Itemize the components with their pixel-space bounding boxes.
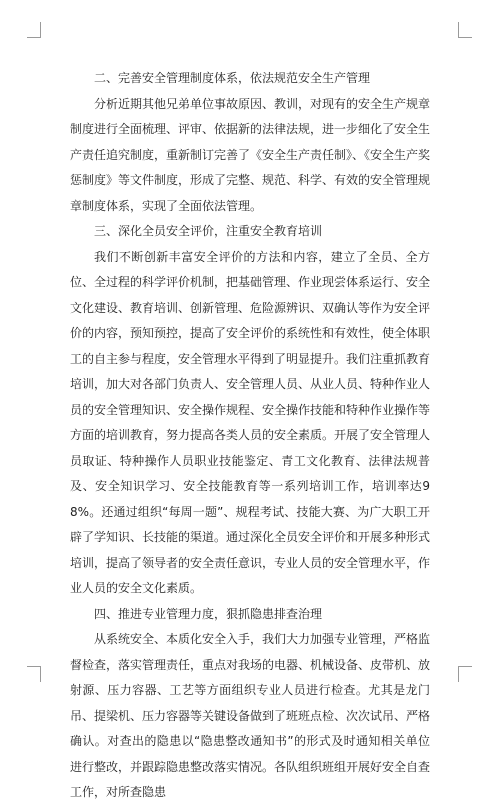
crop-mark-top-left bbox=[27, 22, 41, 38]
document-body bbox=[70, 66, 430, 806]
crop-mark-bottom-left bbox=[27, 666, 41, 682]
crop-mark-bottom-right bbox=[458, 666, 472, 682]
section-paragraph-2: 分析近期其他兄弟单位事故原因、教训，对现有的安全生产规章制度进行全面梳理、评审、依据新的法律法规，进一步细化了安全生产责任追究制度，重新制订完善了《安全生产责任制》、《安全生产奖惩制度》等文件制度，形成了完整、规范、科学、有效的安全管理规章制度体系，实现了全面依法管理。 bbox=[70, 96, 431, 213]
crop-mark-top-right bbox=[458, 22, 472, 38]
section-heading-4: 四、推进专业管理力度，狠抓隐患排查治理 bbox=[94, 606, 323, 621]
section-paragraph-3: 我们不断创新丰富安全评价的方法和内容，建立了全员、全方位、全过程的科学评价机制，把基础管理、作业现尝体系运行、安全文化建设、教育培训、创新管理、危险源辨识、双确认等作为安全评价的内容，预知预控，提高了安全评价的系统性和有效性，使全体职工的自主参与程度，安全管理水平得到了明显提升。我们注重抓教育培训，加大对各部门负责人、安全管理人员、从业人员、特种作业人员的安全管理知识、安全操作规程、安全操作技能和特种作业操作等方面的培训教育，努力提高各类人员的安全素质。开展了安全管理人员取证、特种操作人员职业技能鉴定、青工文化教育、法律法规普及、安全知识学习、安全技能教育等一系列培训工作，培训率达98%。还通过组织“每周一题”、规程考试、技能大赛、为广大职工开辟了学知识、长技能的渠道。通过深化全员安全评价和开展多种形式培训，提高了领导者的安全责任意识，专业人员的安全管理水平，作业人员的安全文化素质。 bbox=[70, 249, 431, 595]
section-heading-2: 二、完善安全管理制度体系，依法规范安全生产管理 bbox=[94, 71, 371, 85]
section-heading-3: 三、深化全员安全评价，注重安全教育培训 bbox=[94, 224, 323, 238]
section-paragraph-4: 从系统安全、本质化安全入手，我们大力加强专业管理，严格监督检查，落实管理责任，重点对我场的电器、机械设备、皮带机、放射源、压力容器、工艺等方面组织专业人员进行检查。尤其是龙门吊、提梁机、压力容器等关键设备做到了班班点检、次次试吊、严格确认。对查出的隐患以“隐患整改通知书”的形式及时通知相关单位进行整改，并跟踪隐患整改落实情况。各队组织班组开展好安全自查工作，对所查隐患 bbox=[70, 632, 431, 799]
